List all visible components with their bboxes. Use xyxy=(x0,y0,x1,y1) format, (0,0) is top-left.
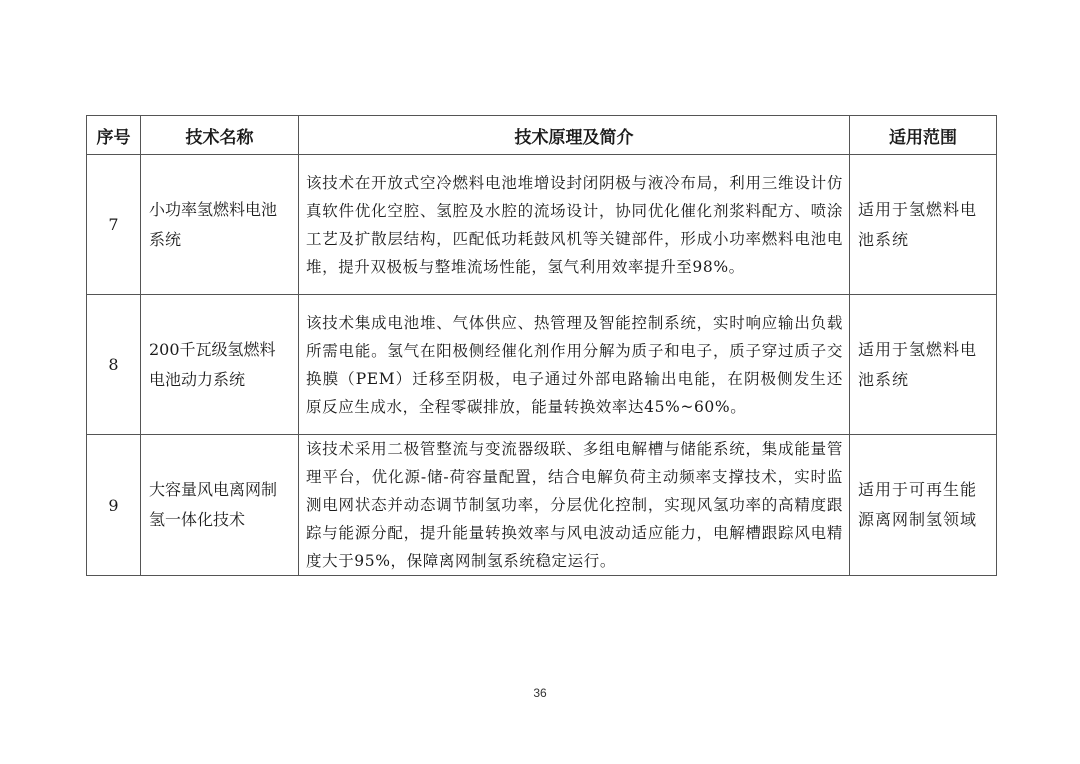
row-number: 8 xyxy=(87,295,141,435)
tech-scope: 适用于氢燃料电池系统 xyxy=(850,155,997,295)
tech-scope: 适用于氢燃料电池系统 xyxy=(850,295,997,435)
header-tech-name: 技术名称 xyxy=(141,116,299,155)
row-number: 9 xyxy=(87,435,141,576)
header-number: 序号 xyxy=(87,116,141,155)
table-row xyxy=(87,155,997,295)
tech-scope: 适用于可再生能源离网制氢领域 xyxy=(850,435,997,576)
tech-description: 该技术集成电池堆、气体供应、热管理及智能控制系统，实时响应输出负载所需电能。氢气在阳极侧经催化剂作用分解为质子和电子，质子穿过质子交换膜（PEM）迁移至阴极，电子通过外部电路输出电能，在阴极侧发生还原反应生成水，全程零碳排放，能量转换效率达45%~60%。 xyxy=(299,295,850,435)
page-number: 36 xyxy=(533,686,547,700)
tech-description: 该技术在开放式空冷燃料电池堆增设封闭阴极与液冷布局，利用三维设计仿真软件优化空腔、氢腔及水腔的流场设计，协同优化催化剂浆料配方、喷涂工艺及扩散层结构，匹配低功耗鼓风机等关键部件，形成小功率燃料电池电堆，提升双极板与整堆流场性能，氢气利用效率提升至98%。 xyxy=(299,155,850,295)
tech-name: 大容量风电离网制氢一体化技术 xyxy=(141,435,299,576)
row-number: 7 xyxy=(87,155,141,295)
technology-table xyxy=(86,115,997,576)
header-scope: 适用范围 xyxy=(850,116,997,155)
table-header-row xyxy=(87,116,997,155)
tech-name: 小功率氢燃料电池系统 xyxy=(141,155,299,295)
tech-description: 该技术采用二极管整流与变流器级联、多组电解槽与储能系统，集成能量管理平台，优化源-储-荷容量配置，结合电解负荷主动频率支撑技术，实时监测电网状态并动态调节制氢功率，分层优化控制，实现风氢功率的高精度跟踪与能源分配，提升能量转换效率与风电波动适应能力，电解槽跟踪风电精度大于95%，保障离网制氢系统稳定运行。 xyxy=(299,435,850,576)
header-principle: 技术原理及简介 xyxy=(299,116,850,155)
tech-name: 200千瓦级氢燃料电池动力系统 xyxy=(141,295,299,435)
table-row xyxy=(87,295,997,435)
table-row xyxy=(87,435,997,576)
